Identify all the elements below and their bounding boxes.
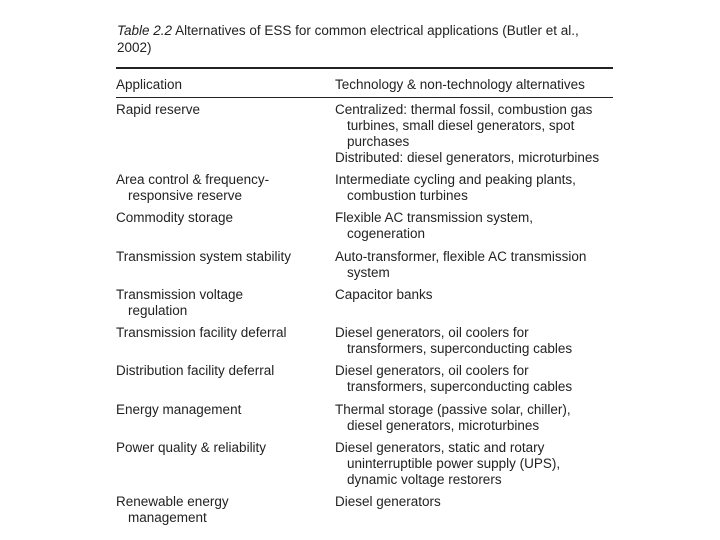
- table-cell-application: [116, 325, 321, 341]
- cell-line: Auto-transformer, flexible AC transmission: [335, 249, 587, 264]
- cell-line: Intermediate cycling and peaking plants,: [335, 172, 576, 187]
- table-cell-application: [116, 287, 321, 319]
- table-cell-application: [116, 494, 321, 526]
- cell-line: Diesel generators, static and rotary: [335, 440, 545, 455]
- cell-line: management: [128, 510, 207, 525]
- cell-line: Transmission system stability: [116, 249, 292, 264]
- table-cell-application: [116, 249, 321, 265]
- cell-line: Transmission voltage: [116, 287, 244, 302]
- cell-line: Rapid reserve: [116, 102, 201, 117]
- table-cell-application: [116, 440, 321, 456]
- table-cell-alternatives: [335, 325, 620, 357]
- table-cell-application: [116, 102, 321, 118]
- cell-line: Commodity storage: [116, 210, 234, 225]
- cell-line: Distribution facility deferral: [116, 363, 275, 378]
- cell-line: Area control & frequency-: [116, 172, 270, 187]
- cell-line: diesel generators, microturbines: [347, 418, 540, 433]
- table-cell-application: [116, 172, 321, 204]
- cell-line: cogeneration: [347, 226, 426, 241]
- table-cell-application: [116, 363, 321, 379]
- table-cell-alternatives: [335, 210, 620, 242]
- cell-line: Diesel generators: [335, 494, 441, 509]
- cell-line: uninterruptible power supply (UPS),: [347, 456, 561, 471]
- table-cell-alternatives: [335, 172, 620, 204]
- table-cell-alternatives: [335, 440, 620, 488]
- cell-line: transformers, superconducting cables: [347, 341, 573, 356]
- cell-line: turbines, small diesel generators, spot: [347, 118, 575, 133]
- cell-line: system: [347, 265, 390, 280]
- header-alternatives: Technology & non-technology alternatives: [335, 77, 585, 92]
- cell-line: combustion turbines: [347, 188, 468, 203]
- cell-line: Energy management: [116, 402, 242, 417]
- cell-line: Diesel generators, oil coolers for: [335, 363, 529, 378]
- table-cell-application: [116, 402, 321, 418]
- cell-line: purchases: [347, 134, 410, 149]
- cell-line: regulation: [128, 303, 188, 318]
- table-cell-alternatives: [335, 494, 620, 510]
- cell-line: Power quality & reliability: [116, 440, 267, 455]
- cell-line: dynamic voltage restorers: [347, 472, 502, 487]
- table-cell-alternatives: [335, 363, 620, 395]
- table-caption: [117, 22, 617, 56]
- table-cell-alternatives: [335, 287, 620, 303]
- cell-line: Centralized: thermal fossil, combustion gas: [335, 102, 593, 117]
- cell-line: Transmission facility deferral: [116, 325, 287, 340]
- table-title-line2: 2002): [117, 40, 152, 55]
- cell-line: Distributed: diesel generators, microturbines: [335, 150, 600, 165]
- cell-line: transformers, superconducting cables: [347, 379, 573, 394]
- cell-line: Thermal storage (passive solar, chiller),: [335, 402, 571, 417]
- table-number: Table 2.2: [117, 23, 173, 38]
- cell-line: Flexible AC transmission system,: [335, 210, 534, 225]
- cell-line: Diesel generators, oil coolers for: [335, 325, 529, 340]
- table-cell-alternatives: [335, 102, 620, 166]
- cell-line: Capacitor banks: [335, 287, 433, 302]
- table-cell-alternatives: [335, 402, 620, 434]
- header-rule: [116, 97, 613, 98]
- cell-line: Renewable energy: [116, 494, 229, 509]
- header-application: Application: [116, 77, 183, 92]
- table-cell-alternatives: [335, 249, 620, 281]
- table-title-line1: Alternatives of ESS for common electrical applications (Butler et al.,: [175, 23, 579, 38]
- table-top-rule: [116, 67, 613, 69]
- cell-line: responsive reserve: [128, 188, 243, 203]
- table-cell-application: [116, 210, 321, 226]
